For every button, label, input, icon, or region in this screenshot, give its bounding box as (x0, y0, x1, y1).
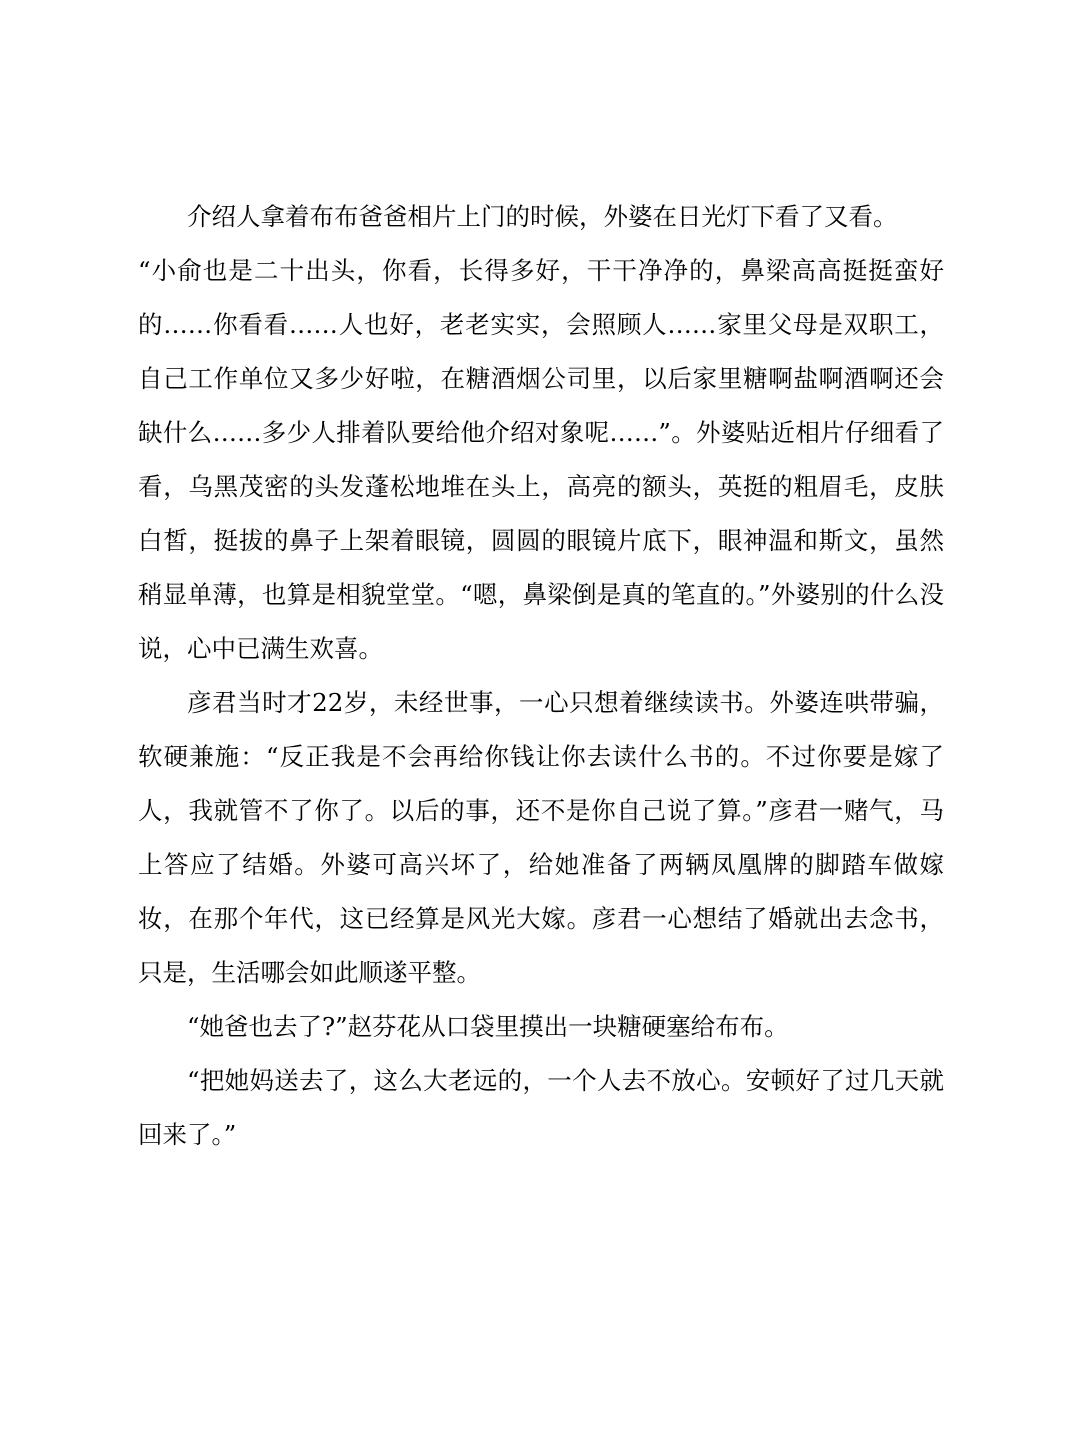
paragraph-5: “把她妈送去了，这么大老远的，一个人去不放心。安顿好了过几天就回来了。” (138, 1066, 944, 1149)
document-body (138, 190, 944, 1162)
paragraph-4: “她爸也去了?”赵芬花从口袋里摸出一块糖硬塞给布布。 (187, 1012, 789, 1041)
paragraph-1: 介绍人拿着布布爸爸相片上门的时候，外婆在日光灯下看了又看。 (187, 202, 898, 231)
paragraph-3: 彦君当时才22岁，未经世事，一心只想着继续读书。外婆连哄带骗，软硬兼施：“反正我是不会再给你钱让你去读什么书的。不过你要是嫁了人，我就管不了你了。以后的事，还不是你自己说了算。”彦君一赌气，马上答应了结婚。外婆可高兴坏了，给她准备了两辆凤凰牌的脚踏车做嫁妆，在那个年代，这已经算是风光大嫁。彦君一心想结了婚就出去念书，只是，生活哪会如此顺遂平整。 (138, 688, 944, 987)
paragraph-2: “小俞也是二十出头，你看，长得多好，干干净净的，鼻梁高高挺挺蛮好的……你看看……人也好，老老实实，会照顾人……家里父母是双职工，自己工作单位又多少好啦，在糖酒烟公司里，以后家里糖啊盐啊酒啊还会缺什么……多少人排着队要给他介绍对象呢……”。外婆贴近相片仔细看了看，乌黑茂密的头发蓬松地堆在头上，高亮的额头，英挺的粗眉毛，皮肤白皙，挺拔的鼻子上架着眼镜，圆圆的眼镜片底下，眼神温和斯文，虽然稍显单薄，也算是相貌堂堂。“嗯，鼻梁倒是真的笔直的。”外婆别的什么没说，心中已满生欢喜。 (138, 256, 944, 663)
